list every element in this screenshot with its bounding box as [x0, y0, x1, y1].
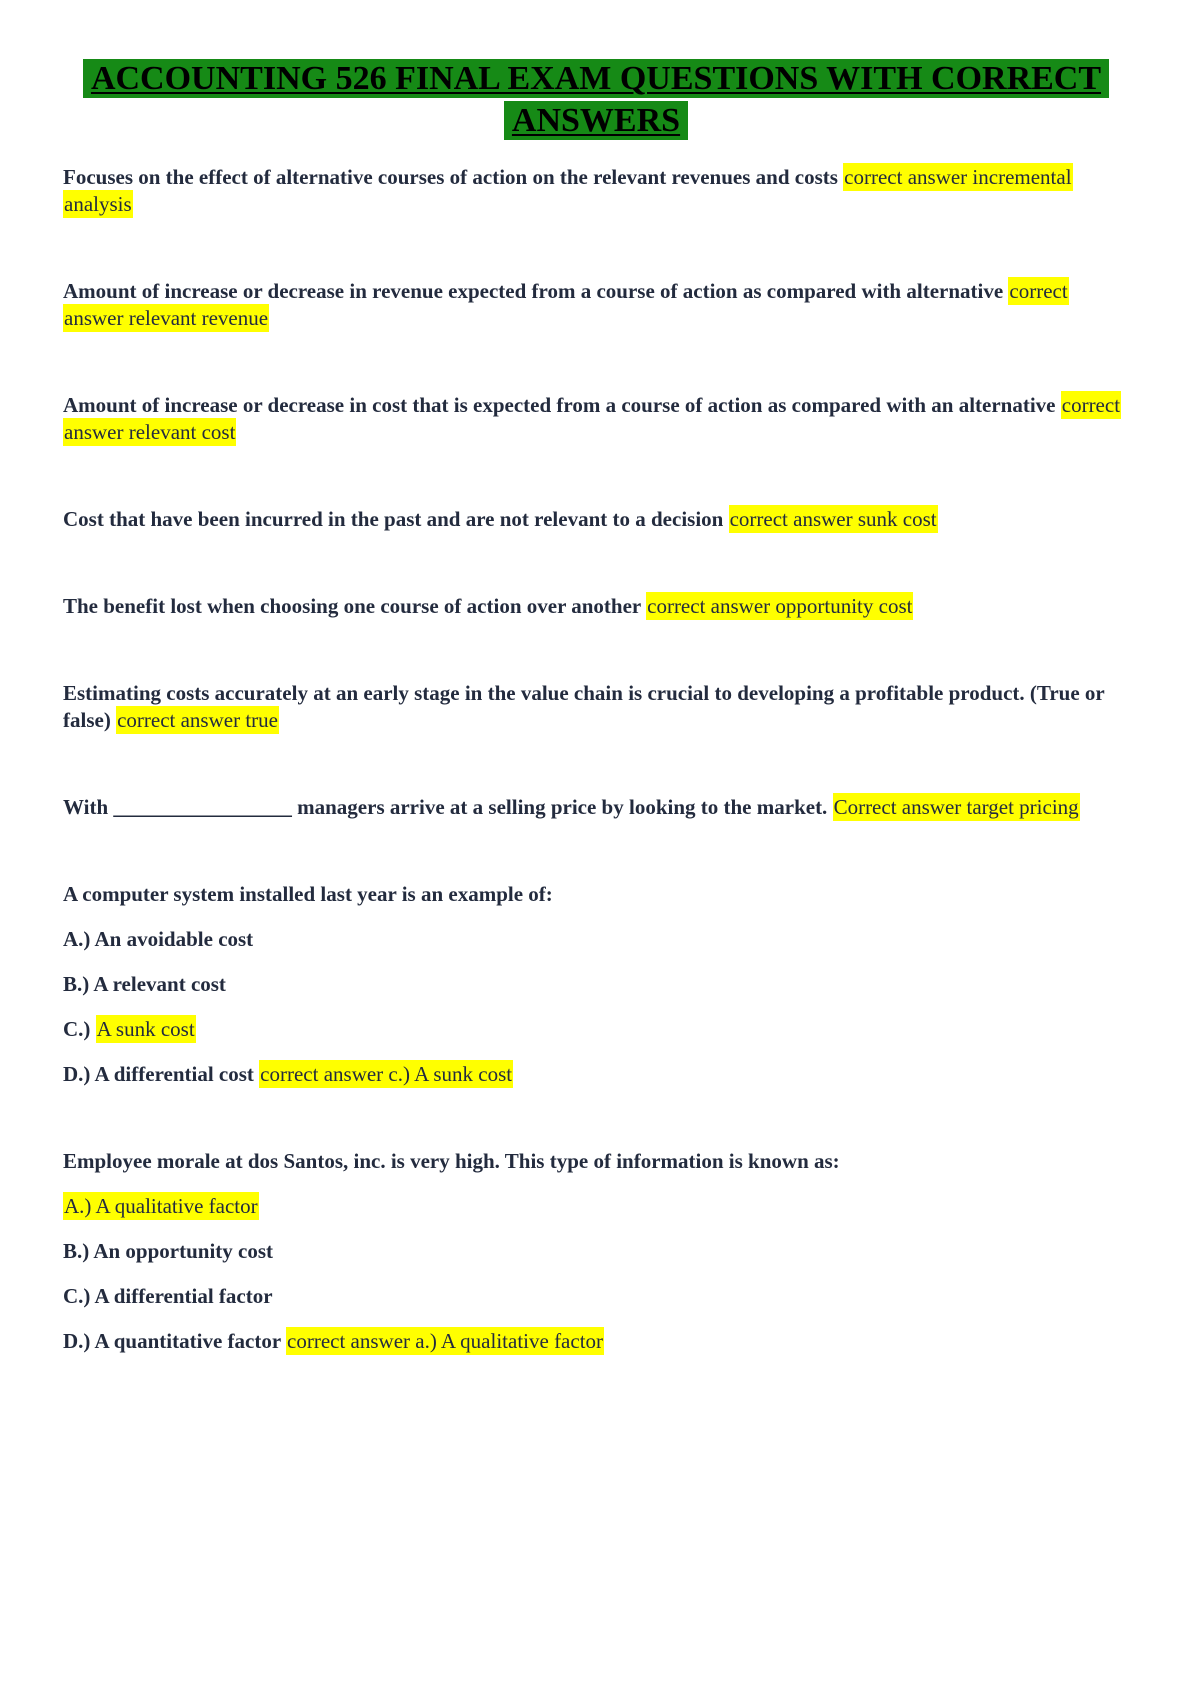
text-segment: Employee morale at dos Santos, inc. is very high. This type of information is known as:: [63, 1149, 840, 1174]
answer-option: [63, 926, 1129, 953]
text-segment: C.): [63, 1017, 96, 1042]
question-paragraph: [63, 278, 1129, 332]
highlighted-answer: correct answer incremental analysis: [64, 165, 1072, 217]
text-segment: Focuses on the effect of alternative courses of action on the relevant revenues and costs: [63, 165, 844, 190]
answer-option: [63, 1328, 1129, 1355]
text-segment: With _________________ managers arrive at a selling price by looking to the market.: [63, 795, 833, 820]
question-paragraph: [63, 164, 1129, 218]
highlighted-answer: correct answer a.) A qualitative factor: [287, 1329, 604, 1354]
text-segment: Amount of increase or decrease in revenue expected from a course of action as compared with alternative: [63, 279, 1009, 304]
highlighted-answer: A sunk cost: [96, 1017, 195, 1042]
highlighted-answer: A.) A qualitative factor: [64, 1194, 258, 1219]
question-paragraph: [63, 881, 1129, 908]
answer-option: [63, 1238, 1129, 1265]
highlighted-answer: correct answer relevant revenue: [64, 279, 1068, 331]
text-segment: Amount of increase or decrease in cost that is expected from a course of action as compared with an alternative: [63, 393, 1061, 418]
page-title-text: ACCOUNTING 526 FINAL EXAM QUESTIONS WITH CORRECT ANSWERS: [83, 59, 1109, 140]
answer-option: [63, 1283, 1129, 1310]
text-segment: The benefit lost when choosing one course of action over another: [63, 594, 647, 619]
question-paragraph: [63, 794, 1129, 821]
text-segment: Estimating costs accurately at an early stage in the value chain is crucial to developing a profitable product. (True or false): [63, 681, 1105, 733]
text-segment: C.) A differential factor: [63, 1284, 273, 1309]
text-segment: D.) A differential cost: [63, 1062, 260, 1087]
highlighted-answer: correct answer true: [117, 708, 278, 733]
answer-option: [63, 1016, 1129, 1043]
text-segment: Cost that have been incurred in the past and are not relevant to a decision: [63, 507, 729, 532]
text-segment: A computer system installed last year is an example of:: [63, 882, 553, 907]
highlighted-answer: correct answer c.) A sunk cost: [260, 1062, 513, 1087]
text-segment: B.) A relevant cost: [63, 972, 226, 997]
question-paragraph: [63, 1148, 1129, 1175]
page-title: [63, 58, 1129, 142]
question-paragraph: [63, 506, 1129, 533]
text-segment: D.) A quantitative factor: [63, 1329, 287, 1354]
text-segment: A.) An avoidable cost: [63, 927, 254, 952]
highlighted-answer: correct answer opportunity cost: [647, 594, 913, 619]
highlighted-answer: Correct answer target pricing: [833, 795, 1079, 820]
highlighted-answer: correct answer relevant cost: [64, 393, 1121, 445]
text-segment: B.) An opportunity cost: [63, 1239, 274, 1264]
answer-option: [63, 1193, 1129, 1220]
question-paragraph: [63, 593, 1129, 620]
question-paragraph: [63, 680, 1129, 734]
answer-option: [63, 971, 1129, 998]
document-body: [63, 164, 1129, 1355]
question-paragraph: [63, 392, 1129, 446]
document-header: [63, 58, 1129, 142]
answer-option: [63, 1061, 1129, 1088]
highlighted-answer: correct answer sunk cost: [729, 507, 937, 532]
